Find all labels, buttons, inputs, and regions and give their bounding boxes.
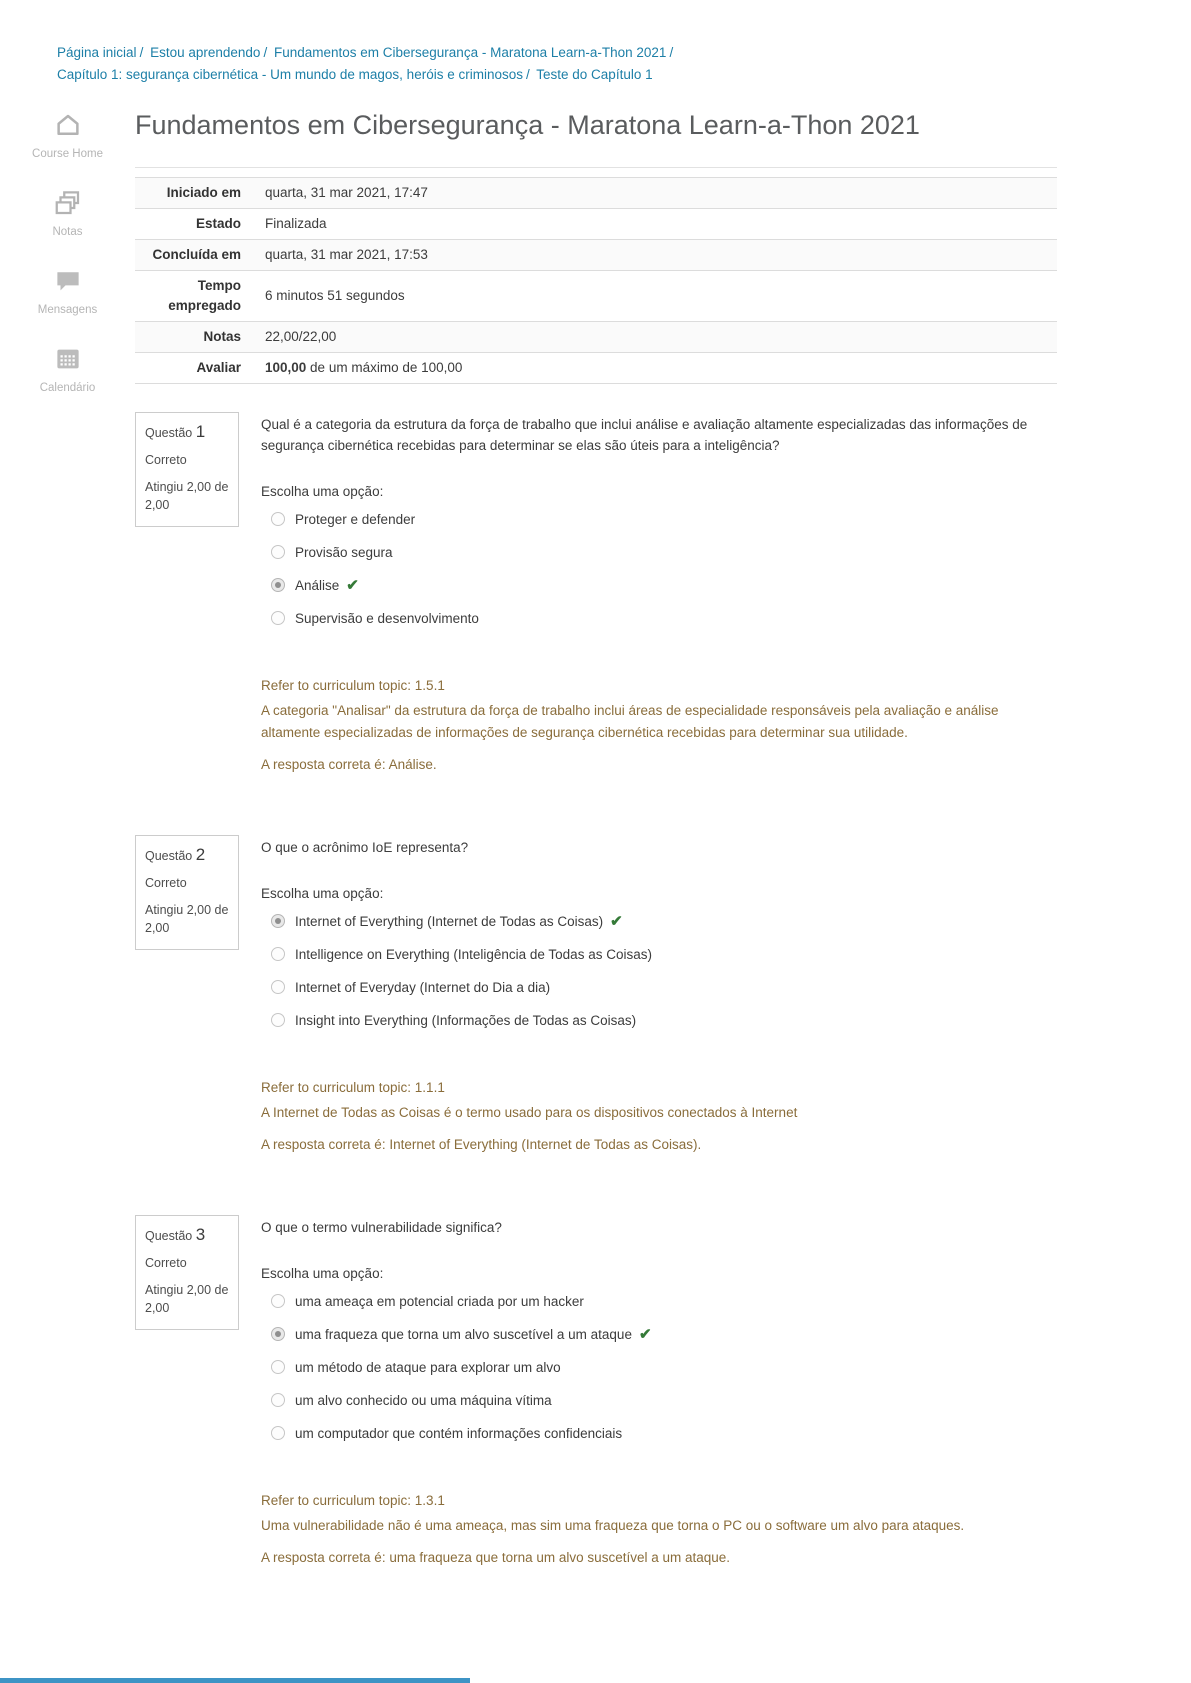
answer-option[interactable] xyxy=(271,575,1057,596)
question-number: 1 xyxy=(195,422,206,441)
breadcrumb-link-quiz[interactable]: Teste do Capítulo 1 xyxy=(536,67,653,82)
summary-label: Tempo empregado xyxy=(168,278,241,313)
question-number: 2 xyxy=(195,845,206,864)
attempt-summary-table xyxy=(135,177,1057,384)
radio-button[interactable] xyxy=(271,545,285,559)
summary-label: Avaliar xyxy=(196,360,241,375)
grade-rest: de um máximo de 100,00 xyxy=(306,360,463,375)
question-label: Questão xyxy=(145,1229,193,1243)
correct-answer: A resposta correta é: uma fraqueza que torna um alvo suscetível a um ataque. xyxy=(261,1550,731,1565)
grade-strong: 100,00 xyxy=(265,360,307,375)
question-info-box xyxy=(135,412,239,527)
option-label: um método de ataque para explorar um alvo xyxy=(295,1360,561,1375)
sidebar-item-course-home[interactable] xyxy=(20,110,116,162)
answer-option[interactable] xyxy=(271,509,1057,530)
answer-option[interactable] xyxy=(271,608,1057,629)
option-label: Internet of Everyday (Internet do Dia a dia) xyxy=(295,980,551,995)
feedback-explanation: Uma vulnerabilidade não é uma ameaça, mas sim uma fraqueza que torna o PC ou o software um alvo para ataques. xyxy=(261,1518,965,1533)
sidebar-item-calendar[interactable] xyxy=(20,344,116,396)
question-status: Correto xyxy=(145,876,187,890)
page-title: Fundamentos em Cibersegurança - Maratona Learn-a-Thon 2021 xyxy=(135,110,920,140)
radio-button[interactable] xyxy=(271,1013,285,1027)
question-content xyxy=(261,412,1057,779)
question-number: 3 xyxy=(195,1225,206,1244)
question-text: Qual é a categoria da estrutura da força de trabalho que inclui análise e avaliação altamente especializadas das informações de segurança cibernética recebidas para determinar se elas são úteis para a inteligência? xyxy=(261,417,1028,453)
radio-button-selected[interactable] xyxy=(271,914,285,928)
correct-check-icon: ✔ xyxy=(346,577,359,594)
option-label: Intelligence on Everything (Inteligência de Todas as Coisas) xyxy=(295,947,652,962)
breadcrumb-link-course[interactable]: Fundamentos em Cibersegurança - Maratona Learn-a-Thon 2021 xyxy=(273,45,667,60)
question-feedback xyxy=(261,1490,1057,1569)
summary-value: quarta, 31 mar 2021, 17:47 xyxy=(265,185,428,200)
table-row xyxy=(135,353,1057,384)
option-label: um computador que contém informações confidenciais xyxy=(295,1426,623,1441)
question-feedback xyxy=(261,675,1057,776)
sidebar-item-messages[interactable] xyxy=(20,266,116,318)
sidebar-item-grades[interactable] xyxy=(20,188,116,240)
radio-button-selected[interactable] xyxy=(271,1327,285,1341)
curriculum-topic: Refer to curriculum topic: 1.1.1 xyxy=(261,1080,445,1095)
question-label: Questão xyxy=(145,849,193,863)
question-block-2 xyxy=(135,835,1057,1159)
option-label: uma ameaça em potencial criada por um hacker xyxy=(295,1294,584,1309)
correct-answer: A resposta correta é: Análise. xyxy=(261,757,437,772)
question-text: O que o acrônimo IoE representa? xyxy=(261,840,469,855)
breadcrumb-separator: / xyxy=(263,45,268,60)
radio-button[interactable] xyxy=(271,980,285,994)
summary-value: 22,00/22,00 xyxy=(265,329,337,344)
question-status: Correto xyxy=(145,1256,187,1270)
question-label: Questão xyxy=(145,426,193,440)
question-info-box xyxy=(135,835,239,950)
question-status: Correto xyxy=(145,453,187,467)
question-text: O que o termo vulnerabilidade significa? xyxy=(261,1220,502,1235)
option-label: Supervisão e desenvolvimento xyxy=(295,611,479,626)
feedback-explanation: A Internet de Todas as Coisas é o termo usado para os dispositivos conectados à Internet xyxy=(261,1105,798,1120)
table-row xyxy=(135,178,1057,209)
answer-option[interactable] xyxy=(271,1324,1057,1345)
table-row xyxy=(135,271,1057,322)
option-label: uma fraqueza que torna um alvo suscetível a um ataque xyxy=(295,1327,632,1342)
answer-option[interactable] xyxy=(271,1010,1057,1031)
choose-option-label: Escolha uma opção: xyxy=(261,1266,384,1281)
summary-label: Iniciado em xyxy=(166,185,241,200)
radio-button[interactable] xyxy=(271,611,285,625)
radio-button[interactable] xyxy=(271,1294,285,1308)
breadcrumb-link-chapter[interactable]: Capítulo 1: segurança cibernética - Um mundo de magos, heróis e criminosos xyxy=(57,67,523,82)
correct-check-icon: ✔ xyxy=(610,913,623,930)
question-content xyxy=(261,1215,1057,1572)
summary-value: Finalizada xyxy=(265,216,327,231)
breadcrumb-link-home[interactable]: Página inicial xyxy=(57,45,137,60)
question-points: Atingiu 2,00 de 2,00 xyxy=(145,903,229,935)
table-row xyxy=(135,209,1057,240)
answer-option[interactable] xyxy=(271,1291,1057,1312)
correct-check-icon: ✔ xyxy=(638,1326,652,1343)
radio-button[interactable] xyxy=(271,947,285,961)
option-label: Análise xyxy=(295,578,340,593)
breadcrumb-separator: / xyxy=(139,45,144,60)
question-points: Atingiu 2,00 de 2,00 xyxy=(145,1283,229,1315)
curriculum-topic: Refer to curriculum topic: 1.5.1 xyxy=(261,678,445,693)
calendar-icon xyxy=(53,344,83,374)
feedback-explanation: A categoria "Analisar" da estrutura da força de trabalho inclui áreas de especialidade responsáveis pela avaliação e análise altamente especializadas de informações de segurança cibernética recebidas para determinar sua utilidade. xyxy=(261,703,999,740)
summary-label: Concluída em xyxy=(152,247,241,262)
summary-label: Estado xyxy=(195,216,241,231)
question-block-1 xyxy=(135,412,1057,779)
correct-answer: A resposta correta é: Internet of Everything (Internet de Todas as Coisas). xyxy=(261,1137,702,1152)
answer-option[interactable] xyxy=(271,944,1057,965)
page-layout xyxy=(0,102,1191,1628)
answer-option[interactable] xyxy=(271,1390,1057,1411)
choose-option-label: Escolha uma opção: xyxy=(261,886,384,901)
summary-value: quarta, 31 mar 2021, 17:53 xyxy=(265,247,428,262)
summary-value: 6 minutos 51 segundos xyxy=(265,288,405,303)
radio-button[interactable] xyxy=(271,1426,285,1440)
radio-button[interactable] xyxy=(271,512,285,526)
curriculum-topic: Refer to curriculum topic: 1.3.1 xyxy=(261,1493,445,1508)
table-row xyxy=(135,322,1057,353)
table-row xyxy=(135,240,1057,271)
summary-label: Notas xyxy=(203,329,241,344)
answer-option[interactable] xyxy=(271,1357,1057,1378)
radio-button[interactable] xyxy=(271,1360,285,1374)
question-content xyxy=(261,835,1057,1159)
option-label: Proteger e defender xyxy=(295,512,416,527)
summary-value xyxy=(253,353,1057,384)
answer-option[interactable] xyxy=(271,977,1057,998)
sidebar-item-label: Notas xyxy=(52,226,83,238)
question-block-3 xyxy=(135,1215,1057,1572)
sidebar-item-label: Mensagens xyxy=(37,304,98,316)
course-sidebar xyxy=(0,102,135,1628)
sidebar-item-label: Calendário xyxy=(39,382,96,394)
messages-icon xyxy=(53,266,83,296)
choose-option-label: Escolha uma opção: xyxy=(261,484,384,499)
question-feedback xyxy=(261,1077,1057,1156)
option-label: Internet of Everything (Internet de Todas as Coisas) xyxy=(295,914,604,929)
radio-button-selected[interactable] xyxy=(271,578,285,592)
bottom-accent-bar xyxy=(0,1678,470,1683)
breadcrumb-separator: / xyxy=(669,45,674,60)
breadcrumb-separator: / xyxy=(525,67,530,82)
answer-option[interactable] xyxy=(271,1423,1057,1444)
question-info-box xyxy=(135,1215,239,1330)
breadcrumb-link-learning[interactable]: Estou aprendendo xyxy=(150,45,261,60)
radio-button[interactable] xyxy=(271,1393,285,1407)
answer-option[interactable] xyxy=(271,911,1057,932)
grades-icon xyxy=(53,188,83,218)
main-content xyxy=(135,102,1057,1628)
option-label: um alvo conhecido ou uma máquina vítima xyxy=(295,1393,552,1408)
answer-option[interactable] xyxy=(271,542,1057,563)
home-icon xyxy=(53,110,83,140)
option-label: Provisão segura xyxy=(295,545,393,560)
option-label: Insight into Everything (Informações de Todas as Coisas) xyxy=(295,1013,637,1028)
sidebar-item-label: Course Home xyxy=(32,148,103,160)
divider xyxy=(135,167,1057,168)
breadcrumb xyxy=(0,0,700,86)
question-points: Atingiu 2,00 de 2,00 xyxy=(145,480,229,512)
